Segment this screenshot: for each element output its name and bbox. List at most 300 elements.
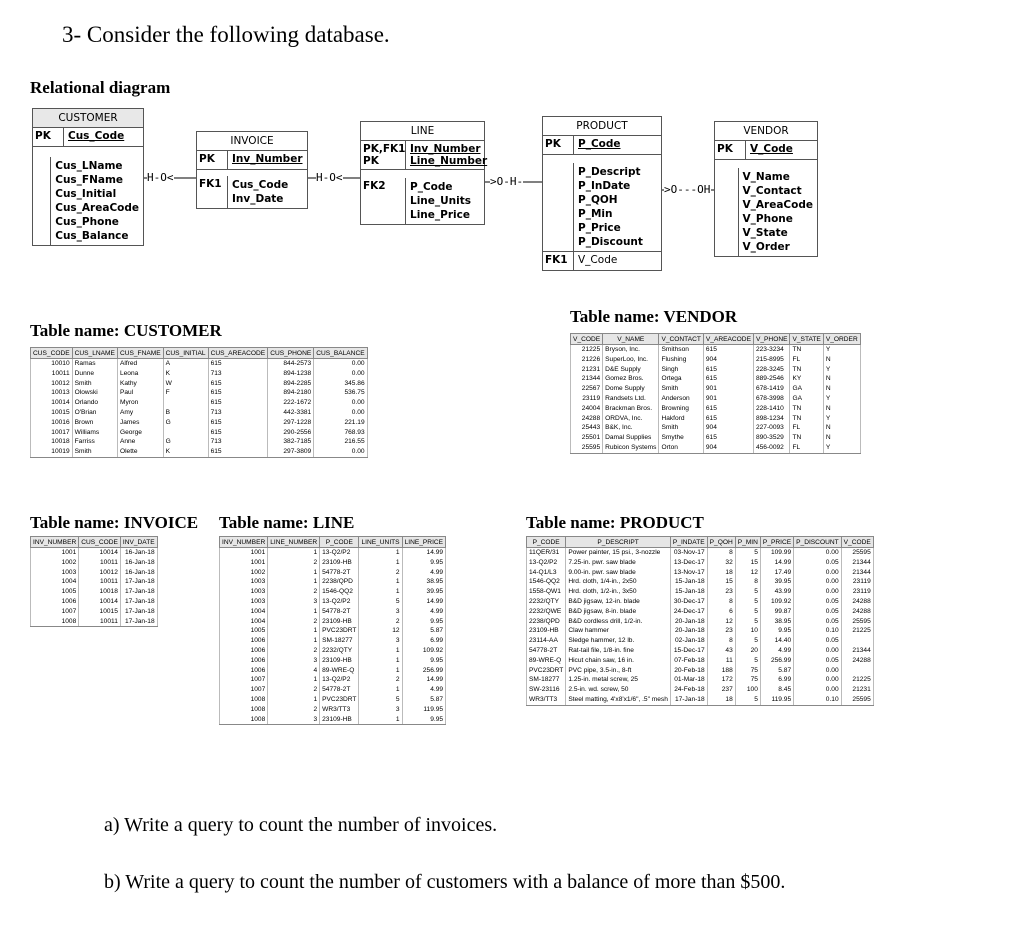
table-cell: 5: [359, 597, 402, 607]
table-cell: 10014: [79, 597, 121, 607]
table-row: [571, 384, 861, 394]
table-cell: 5: [735, 656, 760, 666]
table-cell: Olette: [117, 447, 163, 457]
table-cell: 1: [359, 646, 402, 656]
table-cell: 1007: [220, 675, 268, 685]
table-cell: A: [163, 359, 208, 369]
table-cell: 11QER/31: [527, 548, 566, 558]
entity-attr: P_Descript: [578, 166, 641, 178]
table-cell: 5.87: [760, 666, 793, 676]
table-row: [527, 617, 874, 627]
table-row: [527, 558, 874, 568]
table-cell: 0.10: [794, 695, 842, 705]
table-cell: Hrd. cloth, 1/4-in., 2x50: [566, 577, 671, 587]
table-cell: 615: [208, 388, 268, 398]
table-cell: 1.25-in. metal screw, 25: [566, 675, 671, 685]
table-cell: SW-23116: [527, 685, 566, 695]
table-cell: 1006: [220, 636, 268, 646]
table-cell: 8: [707, 597, 735, 607]
table-cell: N: [823, 374, 860, 384]
table-row: [527, 597, 874, 607]
table-cell: 23109-HB: [320, 656, 359, 666]
rel-invoice-line: H-O<: [316, 171, 343, 184]
column-header: P_CODE: [320, 537, 359, 548]
table-cell: 615: [208, 447, 268, 457]
column-header: V_NAME: [603, 334, 659, 345]
table-cell: 2.5-in. wd. screw, 50: [566, 685, 671, 695]
table-cell: 1546-QQ2: [320, 587, 359, 597]
table-cell: 1003: [220, 577, 268, 587]
table-cell: 21225: [571, 345, 603, 355]
rel-line-product: >O-H-: [490, 175, 524, 188]
table-cell: B&D jigsaw, 8-in. blade: [566, 607, 671, 617]
table-cell: Smith: [659, 423, 703, 433]
table-cell: 10015: [31, 408, 73, 418]
table-cell: Orlando: [72, 398, 117, 408]
table-row: [571, 394, 861, 404]
table-cell: 15: [735, 558, 760, 568]
table-cell: 5: [735, 636, 760, 646]
table-cell: 15-Jan-18: [670, 577, 707, 587]
table-cell: GA: [790, 394, 823, 404]
table-cell: 1: [359, 558, 402, 568]
table-cell: 1: [268, 577, 320, 587]
table-cell: 2: [359, 617, 402, 627]
column-header: CUS_CODE: [31, 348, 73, 359]
table-cell: Brown: [72, 418, 117, 428]
table-cell: 2: [268, 705, 320, 715]
table-cell: 1006: [31, 597, 79, 607]
table-cell: 18: [707, 568, 735, 578]
table-cell: 10019: [31, 447, 73, 457]
table-cell: [841, 636, 873, 646]
table-cell: 904: [703, 443, 753, 453]
table-cell: 89-WRE-Q: [320, 666, 359, 676]
column-header: P_MIN: [735, 537, 760, 548]
table-cell: 615: [208, 398, 268, 408]
table-cell: 5: [735, 548, 760, 558]
table-cell: 23114-AA: [527, 636, 566, 646]
table-cell: 5: [735, 597, 760, 607]
table-cell: Hicut chain saw, 16 in.: [566, 656, 671, 666]
table-cell: 14.40: [760, 636, 793, 646]
table-cell: 0.00: [314, 359, 367, 369]
table-cell: 1558-QW1: [527, 587, 566, 597]
table-cell: 18: [707, 695, 735, 705]
fk-label: FK1: [543, 252, 574, 270]
table-cell: 109.92: [760, 597, 793, 607]
table-cell: 3: [359, 607, 402, 617]
table-row: [527, 626, 874, 636]
table-row: [31, 617, 158, 627]
table-cell: Dunne: [72, 369, 117, 379]
table-cell: 536.75: [314, 388, 367, 398]
table-cell: B: [163, 408, 208, 418]
table-row: [527, 666, 874, 676]
line-table-wrap: [219, 536, 446, 725]
table-cell: Y: [823, 365, 860, 375]
table-cell: 3: [359, 705, 402, 715]
table-row: [527, 548, 874, 558]
column-header: P_DISCOUNT: [794, 537, 842, 548]
table-cell: 17-Jan-18: [670, 695, 707, 705]
table-cell: Leona: [117, 369, 163, 379]
table-row: [220, 646, 446, 656]
table-row: [571, 404, 861, 414]
column-header: CUS_CODE: [79, 537, 121, 548]
table-row: [527, 636, 874, 646]
table-cell: 615: [703, 345, 753, 355]
table-cell: PVC pipe, 3.5-in., 8-ft: [566, 666, 671, 676]
table-cell: 0.00: [794, 577, 842, 587]
table-cell: 7.25-in. pwr. saw blade: [566, 558, 671, 568]
table-cell: Alfred: [117, 359, 163, 369]
table-cell: 8.45: [760, 685, 793, 695]
table-cell: 10011: [31, 369, 73, 379]
table-cell: 615: [703, 414, 753, 424]
table-cell: 21344: [841, 646, 873, 656]
pk-label: PK: [33, 128, 64, 146]
table-cell: Power painter, 15 psi., 3-nozzle: [566, 548, 671, 558]
table-row: [31, 437, 368, 447]
table-cell: 216.55: [314, 437, 367, 447]
table-cell: 5: [359, 695, 402, 705]
table-cell: 1004: [220, 617, 268, 627]
invoice-table-heading: Table name: INVOICE: [30, 513, 199, 532]
table-cell: 9.95: [760, 626, 793, 636]
table-cell: 0.00: [314, 369, 367, 379]
table-cell: 100: [735, 685, 760, 695]
table-cell: 10: [735, 626, 760, 636]
table-cell: 615: [208, 418, 268, 428]
table-cell: 99.87: [760, 607, 793, 617]
table-cell: 25443: [571, 423, 603, 433]
table-cell: 4.99: [402, 607, 445, 617]
table-cell: PVC23DRT: [320, 626, 359, 636]
table-cell: O'Brian: [72, 408, 117, 418]
table-cell: 1001: [220, 548, 268, 558]
invoice-table: [30, 536, 158, 627]
product-table-heading: Table name: PRODUCT: [526, 513, 704, 532]
table-cell: 21226: [571, 355, 603, 365]
table-cell: 894-1238: [268, 369, 314, 379]
table-cell: [163, 428, 208, 438]
table-cell: 12: [359, 626, 402, 636]
table-cell: 901: [703, 394, 753, 404]
table-cell: 1: [359, 577, 402, 587]
table-cell: PVC23DRT: [320, 695, 359, 705]
table-cell: 39.95: [760, 577, 793, 587]
table-row: [220, 617, 446, 627]
table-cell: Steel matting, 4'x8'x1/6", .5" mesh: [566, 695, 671, 705]
table-cell: 0.10: [794, 626, 842, 636]
table-cell: 109.92: [402, 646, 445, 656]
table-cell: 10017: [31, 428, 73, 438]
table-cell: Y: [823, 443, 860, 453]
rel-product-vendor: >O---OH: [664, 183, 711, 196]
table-cell: 0.00: [794, 568, 842, 578]
table-cell: 3: [359, 636, 402, 646]
table-cell: 13-Nov-17: [670, 568, 707, 578]
table-cell: Randsets Ltd.: [603, 394, 659, 404]
table-cell: 9.00-in. pwr. saw blade: [566, 568, 671, 578]
table-cell: 0.00: [794, 587, 842, 597]
table-cell: 11: [707, 656, 735, 666]
entity-attr: Cus_Balance: [55, 230, 129, 242]
table-cell: 23: [707, 626, 735, 636]
column-header: P_PRICE: [760, 537, 793, 548]
table-cell: 14.99: [760, 558, 793, 568]
pk-attr: Inv_Number: [232, 153, 303, 165]
table-cell: 03-Nov-17: [670, 548, 707, 558]
table-row: [220, 685, 446, 695]
table-cell: 10012: [79, 568, 121, 578]
table-cell: 2: [359, 675, 402, 685]
diagram-heading: Relational diagram: [30, 78, 171, 97]
table-cell: 10012: [31, 379, 73, 389]
table-row: [31, 398, 368, 408]
column-header: P_QOH: [707, 537, 735, 548]
table-cell: 297-1228: [268, 418, 314, 428]
table-cell: 2: [268, 617, 320, 627]
table-cell: 1: [359, 715, 402, 725]
table-cell: Rat-tail file, 1/8-in. fine: [566, 646, 671, 656]
table-cell: Anderson: [659, 394, 703, 404]
table-cell: 54778-2T: [527, 646, 566, 656]
column-header: CUS_INITIAL: [163, 348, 208, 359]
table-cell: 14.99: [402, 597, 445, 607]
pk-attr: Cus_Code: [68, 130, 125, 142]
table-cell: 17-Jan-18: [120, 597, 157, 607]
table-row: [571, 355, 861, 365]
table-cell: 25501: [571, 433, 603, 443]
table-cell: 456-0092: [753, 443, 790, 453]
table-cell: 39.95: [402, 587, 445, 597]
table-cell: Farriss: [72, 437, 117, 447]
table-cell: 9.95: [402, 715, 445, 725]
table-cell: FL: [790, 423, 823, 433]
table-row: [527, 646, 874, 656]
table-cell: 0.00: [794, 548, 842, 558]
table-cell: 10011: [79, 577, 121, 587]
table-cell: Flushing: [659, 355, 703, 365]
entity-attr: P_Discount: [578, 236, 643, 248]
table-cell: 615: [703, 433, 753, 443]
table-row: [220, 715, 446, 725]
table-row: [31, 408, 368, 418]
table-cell: 20: [735, 646, 760, 656]
pk-label: PK: [715, 141, 746, 159]
table-cell: 1546-QQ2: [527, 577, 566, 587]
table-cell: 8: [707, 548, 735, 558]
table-cell: 844-2573: [268, 359, 314, 369]
table-row: [571, 345, 861, 355]
table-cell: 89-WRE-Q: [527, 656, 566, 666]
entity-attr: Cus_AreaCode: [55, 202, 139, 214]
table-cell: 901: [703, 384, 753, 394]
table-cell: 17-Jan-18: [120, 577, 157, 587]
table-cell: 615: [703, 365, 753, 375]
table-cell: 1002: [31, 558, 79, 568]
customer-table-wrap: [30, 347, 368, 458]
table-cell: GA: [790, 384, 823, 394]
entity-attr: P_QOH: [578, 194, 618, 206]
entity-attr: Cus_Initial: [55, 188, 117, 200]
table-cell: 898-1234: [753, 414, 790, 424]
table-cell: 22567: [571, 384, 603, 394]
table-cell: Smithson: [659, 345, 703, 355]
pk-attr: Line_Number: [410, 155, 488, 167]
table-cell: 23109-HB: [527, 626, 566, 636]
table-cell: 1: [268, 607, 320, 617]
table-cell: 382-7185: [268, 437, 314, 447]
table-cell: 1005: [31, 587, 79, 597]
table-cell: 75: [735, 666, 760, 676]
table-cell: 188: [707, 666, 735, 676]
table-cell: Ortega: [659, 374, 703, 384]
table-cell: 10010: [31, 359, 73, 369]
table-cell: F: [163, 388, 208, 398]
table-cell: Y: [823, 414, 860, 424]
table-row: [527, 656, 874, 666]
table-cell: 119.95: [760, 695, 793, 705]
table-cell: SM-18277: [320, 636, 359, 646]
entity-name: VENDOR: [714, 121, 818, 141]
pk-attr: V_Code: [750, 143, 793, 155]
table-cell: 24-Dec-17: [670, 607, 707, 617]
table-row: [31, 558, 158, 568]
pk-label: PK,FK1: [363, 143, 406, 155]
vendor-table-heading: Table name: VENDOR: [570, 307, 738, 326]
table-header-row: [31, 537, 158, 548]
table-cell: 8: [735, 577, 760, 587]
column-header: INV_NUMBER: [220, 537, 268, 548]
table-header-row: [220, 537, 446, 548]
table-cell: 25595: [841, 548, 873, 558]
line-table: [219, 536, 446, 725]
table-cell: PVC23DRT: [527, 666, 566, 676]
table-cell: 228-3245: [753, 365, 790, 375]
column-header: CUS_AREACODE: [208, 348, 268, 359]
table-cell: 5.87: [402, 695, 445, 705]
table-cell: 21225: [841, 675, 873, 685]
table-cell: 23119: [571, 394, 603, 404]
column-header: V_CODE: [571, 334, 603, 345]
table-cell: 1: [359, 587, 402, 597]
table-cell: 615: [208, 428, 268, 438]
vendor-table-wrap: [570, 333, 861, 454]
table-cell: 223-3234: [753, 345, 790, 355]
question-title: 3- Consider the following database.: [62, 22, 390, 47]
entity-attr: V_State: [742, 227, 788, 239]
table-row: [31, 568, 158, 578]
column-header: INV_NUMBER: [31, 537, 79, 548]
table-cell: 0.00: [794, 675, 842, 685]
table-cell: 21231: [571, 365, 603, 375]
table-cell: 2: [268, 587, 320, 597]
table-cell: K: [163, 447, 208, 457]
table-cell: 17-Jan-18: [120, 587, 157, 597]
table-cell: 1004: [220, 607, 268, 617]
table-cell: B&D cordless drill, 1/2-in.: [566, 617, 671, 627]
product-table-wrap: [526, 536, 874, 706]
table-cell: Olowski: [72, 388, 117, 398]
table-cell: 172: [707, 675, 735, 685]
table-row: [571, 433, 861, 443]
table-cell: 17-Jan-18: [120, 617, 157, 627]
table-cell: 54778-2T: [320, 685, 359, 695]
product-table: [526, 536, 874, 706]
table-row: [31, 607, 158, 617]
table-cell: 0.00: [314, 398, 367, 408]
table-cell: Myron: [117, 398, 163, 408]
table-cell: 3: [268, 656, 320, 666]
question-a: a) Write a query to count the number of invoices.: [104, 814, 498, 836]
table-row: [220, 666, 446, 676]
table-cell: 3: [268, 715, 320, 725]
table-cell: 2232/QTY: [320, 646, 359, 656]
table-cell: 21344: [841, 568, 873, 578]
table-cell: 290-2556: [268, 428, 314, 438]
table-row: [527, 607, 874, 617]
table-cell: 713: [208, 408, 268, 418]
table-cell: 0.05: [794, 636, 842, 646]
table-cell: 13-Q2/P2: [320, 675, 359, 685]
table-cell: 10014: [31, 398, 73, 408]
column-header: CUS_LNAME: [72, 348, 117, 359]
entity-attr: Cus_FName: [55, 174, 124, 186]
table-cell: Browning: [659, 404, 703, 414]
table-cell: 10013: [31, 388, 73, 398]
table-cell: James: [117, 418, 163, 428]
table-row: [31, 418, 368, 428]
table-cell: 5: [735, 695, 760, 705]
table-row: [31, 388, 368, 398]
table-row: [527, 675, 874, 685]
table-cell: 24004: [571, 404, 603, 414]
table-row: [31, 548, 158, 558]
table-cell: 1003: [220, 587, 268, 597]
column-header: LINE_UNITS: [359, 537, 402, 548]
table-cell: 15: [707, 577, 735, 587]
table-row: [527, 577, 874, 587]
table-row: [220, 548, 446, 558]
table-cell: 9.95: [402, 558, 445, 568]
table-row: [220, 577, 446, 587]
table-cell: TN: [790, 414, 823, 424]
table-cell: 21344: [571, 374, 603, 384]
table-cell: 24-Feb-18: [670, 685, 707, 695]
entity-attr: V_Contact: [742, 185, 802, 197]
entity-attr: P_Price: [578, 222, 621, 234]
table-cell: TN: [790, 433, 823, 443]
table-cell: 10011: [79, 617, 121, 627]
entity-attr: P_Code: [410, 181, 453, 193]
column-header: P_CODE: [527, 537, 566, 548]
table-row: [571, 365, 861, 375]
table-cell: D&E Supply: [603, 365, 659, 375]
table-cell: Brackman Bros.: [603, 404, 659, 414]
table-cell: 25595: [841, 695, 873, 705]
table-cell: 0.00: [794, 685, 842, 695]
table-cell: 8: [707, 636, 735, 646]
table-cell: 2: [268, 685, 320, 695]
table-row: [220, 695, 446, 705]
table-cell: 1: [268, 626, 320, 636]
table-cell: FL: [790, 355, 823, 365]
table-cell: 25595: [571, 443, 603, 453]
table-cell: K: [163, 369, 208, 379]
